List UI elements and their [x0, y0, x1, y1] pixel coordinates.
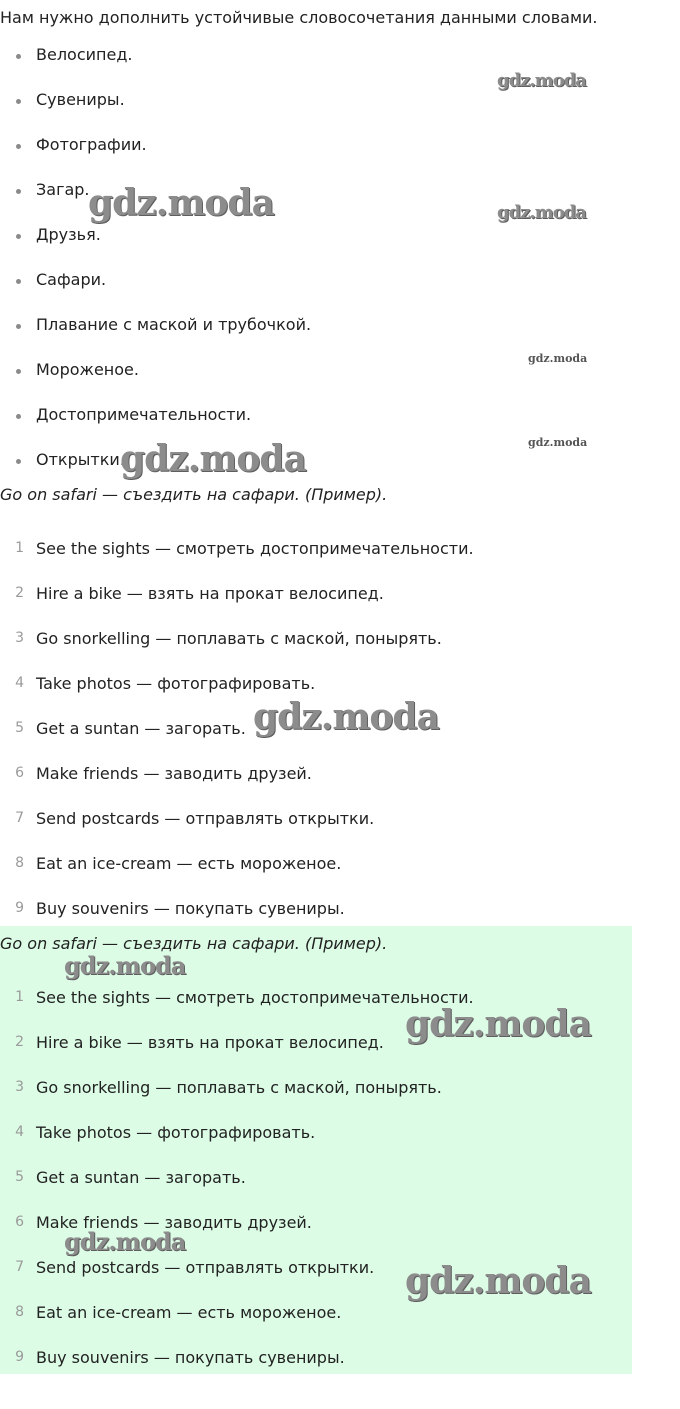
- item-text: Go snorkelling — поплавать с маской, понырять.: [36, 629, 442, 648]
- bullet-dot: [16, 279, 21, 284]
- numbered-item: [0, 1123, 620, 1145]
- numbered-item: [0, 854, 620, 876]
- watermark: gdz.moda: [497, 202, 586, 223]
- item-text: See the sights — смотреть достопримечательности.: [36, 539, 474, 558]
- numbered-item: [0, 674, 620, 696]
- item-text: Get a suntan — загорать.: [36, 1168, 246, 1187]
- numbered-item: [0, 809, 620, 831]
- item-number: 9: [15, 900, 24, 916]
- bullet-dot: [16, 234, 21, 239]
- item-number: 4: [15, 675, 24, 691]
- item-text: Make friends — заводить друзей.: [36, 764, 312, 783]
- item-number: 3: [15, 1079, 24, 1095]
- bullet-text: Велосипед.: [36, 45, 133, 64]
- watermark: gdz.moda: [497, 70, 586, 91]
- bullet-text: Достопримечательности.: [36, 405, 252, 424]
- item-text: Buy souvenirs — покупать сувениры.: [36, 899, 345, 918]
- item-text: Go snorkelling — поплавать с маской, понырять.: [36, 1078, 442, 1097]
- bullet-dot: [16, 189, 21, 194]
- item-number: 1: [15, 989, 24, 1005]
- bullet-dot: [16, 324, 21, 329]
- item-text: Take photos — фотографировать.: [36, 674, 316, 693]
- item-number: 1: [15, 540, 24, 556]
- numbered-item: [0, 584, 620, 606]
- bullet-text: Загар.: [36, 180, 90, 199]
- bullet-text: Сафари.: [36, 270, 107, 289]
- item-text: Eat an ice-cream — есть мороженое.: [36, 1303, 342, 1322]
- example-line: Go on safari — съездить на сафари. (Пример).: [0, 934, 388, 953]
- item-number: 2: [15, 1034, 24, 1050]
- item-text: Make friends — заводить друзей.: [36, 1213, 312, 1232]
- bullet-text: Плавание с маской и трубочкой.: [36, 315, 312, 334]
- numbered-item: [0, 764, 620, 786]
- item-text: Send postcards — отправлять открытки.: [36, 1258, 375, 1277]
- item-text: Buy souvenirs — покупать сувениры.: [36, 1348, 345, 1367]
- item-number: 7: [15, 1259, 24, 1275]
- numbered-item: [0, 1303, 620, 1325]
- numbered-item: [0, 899, 620, 921]
- item-number: 6: [15, 765, 24, 781]
- item-number: 6: [15, 1214, 24, 1230]
- item-text: Send postcards — отправлять открытки.: [36, 809, 375, 828]
- watermark: gdz.moda: [64, 1227, 186, 1256]
- item-number: 4: [15, 1124, 24, 1140]
- watermark: gdz.moda: [528, 352, 588, 365]
- bullet-dot: [16, 414, 21, 419]
- watermark: gdz.moda: [88, 182, 274, 224]
- bullet-dot: [16, 54, 21, 59]
- watermark: gdz.moda: [253, 696, 439, 738]
- numbered-item: [0, 1078, 620, 1100]
- bullet-dot: [16, 144, 21, 149]
- item-text: Hire a bike — взять на прокат велосипед.: [36, 584, 384, 603]
- watermark: gdz.moda: [120, 438, 306, 480]
- item-text: See the sights — смотреть достопримечательности.: [36, 988, 474, 1007]
- bullet-dot: [16, 459, 21, 464]
- bullet-text: Фотографии.: [36, 135, 147, 154]
- item-text: Get a suntan — загорать.: [36, 719, 246, 738]
- watermark: gdz.moda: [405, 1260, 591, 1302]
- item-number: 8: [15, 855, 24, 871]
- bullet-dot: [16, 369, 21, 374]
- bullet-text: Сувениры.: [36, 90, 125, 109]
- watermark: gdz.moda: [528, 436, 588, 449]
- numbered-item: [0, 1348, 620, 1370]
- watermark: gdz.moda: [405, 1003, 591, 1045]
- example-line: Go on safari — съездить на сафари. (Пример).: [0, 485, 388, 504]
- item-number: 8: [15, 1304, 24, 1320]
- intro-text: Нам нужно дополнить устойчивые словосочетания данными словами.: [0, 8, 598, 27]
- bullet-text: Мороженое.: [36, 360, 139, 379]
- item-number: 9: [15, 1349, 24, 1365]
- item-text: Eat an ice-cream — есть мороженое.: [36, 854, 342, 873]
- numbered-item: [0, 539, 620, 561]
- item-number: 2: [15, 585, 24, 601]
- bullet-text: Открытки.: [36, 450, 125, 469]
- item-number: 3: [15, 630, 24, 646]
- item-number: 5: [15, 720, 24, 736]
- watermark: gdz.moda: [64, 951, 186, 980]
- item-number: 7: [15, 810, 24, 826]
- bullet-dot: [16, 99, 21, 104]
- item-text: Hire a bike — взять на прокат велосипед.: [36, 1033, 384, 1052]
- bullet-text: Друзья.: [36, 225, 101, 244]
- item-text: Take photos — фотографировать.: [36, 1123, 316, 1142]
- numbered-item: [0, 629, 620, 651]
- numbered-item: [0, 1168, 620, 1190]
- item-number: 5: [15, 1169, 24, 1185]
